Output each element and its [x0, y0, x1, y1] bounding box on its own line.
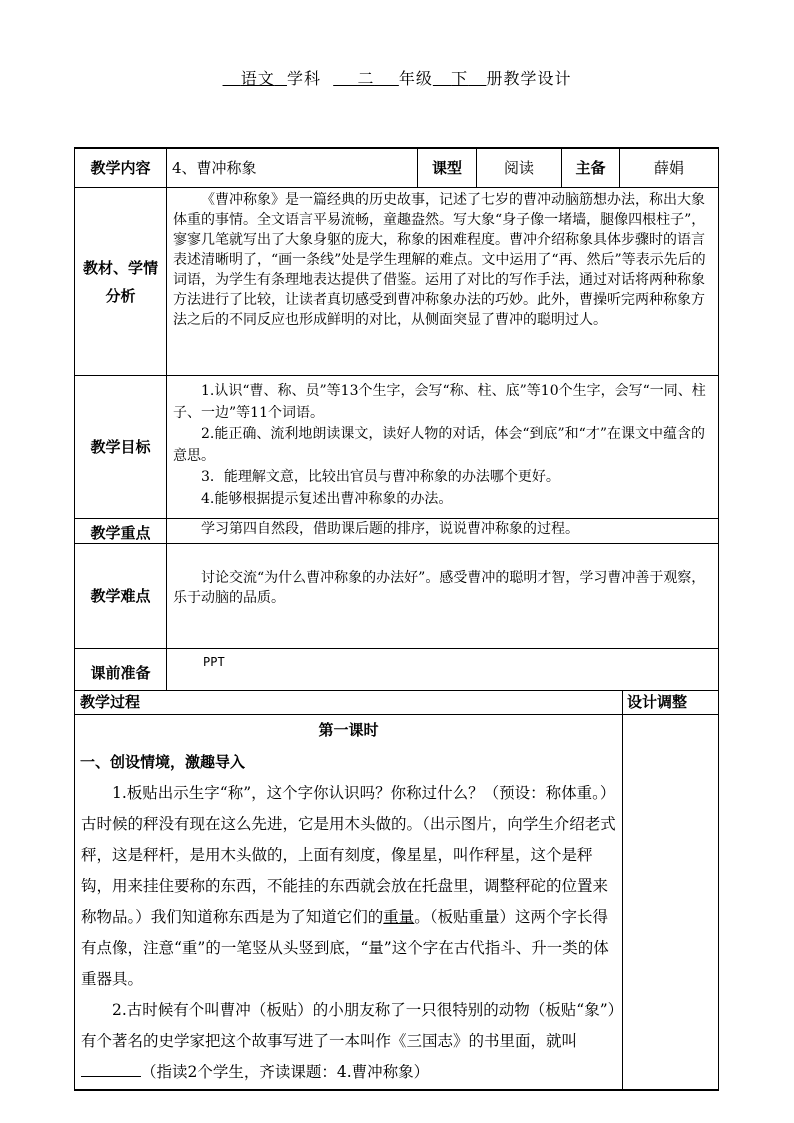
goal-item: 4.能够根据提示复述出曹冲称象的办法。 — [201, 490, 453, 507]
analysis-text — [167, 190, 718, 374]
prep-text: PPT — [203, 655, 225, 669]
subject-field: 语文 — [240, 69, 275, 88]
prep-label: 课前准备 — [90, 664, 151, 682]
lesson-title: 第一课时 — [318, 721, 379, 739]
goals-label: 教学目标 — [90, 438, 151, 456]
adjust-header: 设计调整 — [627, 693, 688, 711]
difficulty-paragraph: 讨论交流“为什么曹冲称象的办法好”。感受曹冲的聪明才智，学习曹冲善于观察，乐于动脑的品质。 — [173, 570, 706, 606]
content-value: 4、曹冲称象 — [172, 159, 257, 177]
term-field: 下 — [451, 69, 469, 88]
analysis-paragraph: 《曹冲称象》是一篇经典的历史故事，记述了七岁的曹冲动脑筋想办法，称出大象体重的事情。全文语言平易流畅，童趣盎然。写大象“身子像一堵墙，腿像四根柱子”，寥寥几笔就写出了大象身躯的庞大，称象的困难程度。曹冲介绍称象具体步骤时的语言表述清晰明了，“画一条线”处是学生理解的难点。文中运用了“再、然后”等表示先后的词语，为学生有条理地表达提供了借鉴。运用了对比的写作手法，通过对话将两种称象方法进行了比较，让读者真切感受到曹冲称象办法的巧妙。此外，曹操听完两种称象方法之后的不同反应也形成鲜明的对比，从侧面突显了曹冲的聪明过人。 — [173, 192, 706, 328]
goal-item: 2.能正确、流利地朗读课文，读好人物的对话，体会“到底”和“才”在课文中蕴含的意思。 — [173, 426, 705, 464]
document-title — [0, 66, 794, 89]
goal-item: 1.认识“曹、称、员”等13个生字，会写“称、柱、底”等10个生字，会写“一同、柱子、一边”等11个词语。 — [173, 383, 706, 421]
goal-item: 3．能理解文意，比较出官员与曹冲称象的办法哪个更好。 — [201, 469, 560, 485]
focus-paragraph: 学习第四自然段，借助课后题的排序，说说曹冲称象的过程。 — [201, 521, 579, 537]
focus-text — [167, 519, 718, 543]
underlined-word: 重量 — [383, 908, 415, 926]
process-header: 教学过程 — [80, 693, 141, 711]
lead-value: 薛娟 — [653, 159, 684, 177]
fill-blank — [81, 1062, 141, 1077]
difficulty-text — [167, 568, 718, 638]
focus-label: 教学重点 — [90, 524, 151, 542]
type-label: 课型 — [431, 159, 462, 177]
section-body — [75, 778, 622, 1088]
section-title: 一、创设情境，激趣导入 — [80, 753, 246, 771]
paragraph-1: 1.板贴出示生字“称”，这个字你认识吗？你称过什么？（预设：称体重。）古时候的秤没有现在这么先进，它是用木头做的。（出示图片，向学生介绍老式秤，这是秤杆，是用木头做的，上面有刻度，像星星，叫作秤星，这个是秤钩，用来挂住要称的东西，不能挂的东西就会放在托盘里，调整秤砣的位置来称物品。）我们知道称东西是为了知道它们的重量。（板贴重量）这两个字长得有点像，注意“重”的一笔竖从头竖到底，“量”这个字在古代指斗、升一类的体重器具。 — [81, 784, 616, 988]
goals-list — [167, 381, 718, 518]
subject-suffix: 学科 — [286, 69, 321, 88]
term-suffix: 册教学设计 — [486, 69, 572, 88]
type-value: 阅读 — [503, 159, 534, 177]
difficulty-label: 教学难点 — [90, 587, 151, 605]
content-label: 教学内容 — [90, 159, 151, 177]
lead-label: 主备 — [575, 159, 606, 177]
analysis-label: 教材、学情分析 — [83, 258, 159, 305]
grade-suffix: 年级 — [398, 69, 433, 88]
grade-field: 二 — [357, 69, 375, 88]
paragraph-2: 2.古时候有个叫曹冲（板贴）的小朋友称了一只很特别的动物（板贴“象”）有个著名的史学家把这个故事写进了一本叫作《三国志》的书里面，就叫（指读2个学生，齐读课题：4.曹冲称象） — [81, 1001, 616, 1081]
